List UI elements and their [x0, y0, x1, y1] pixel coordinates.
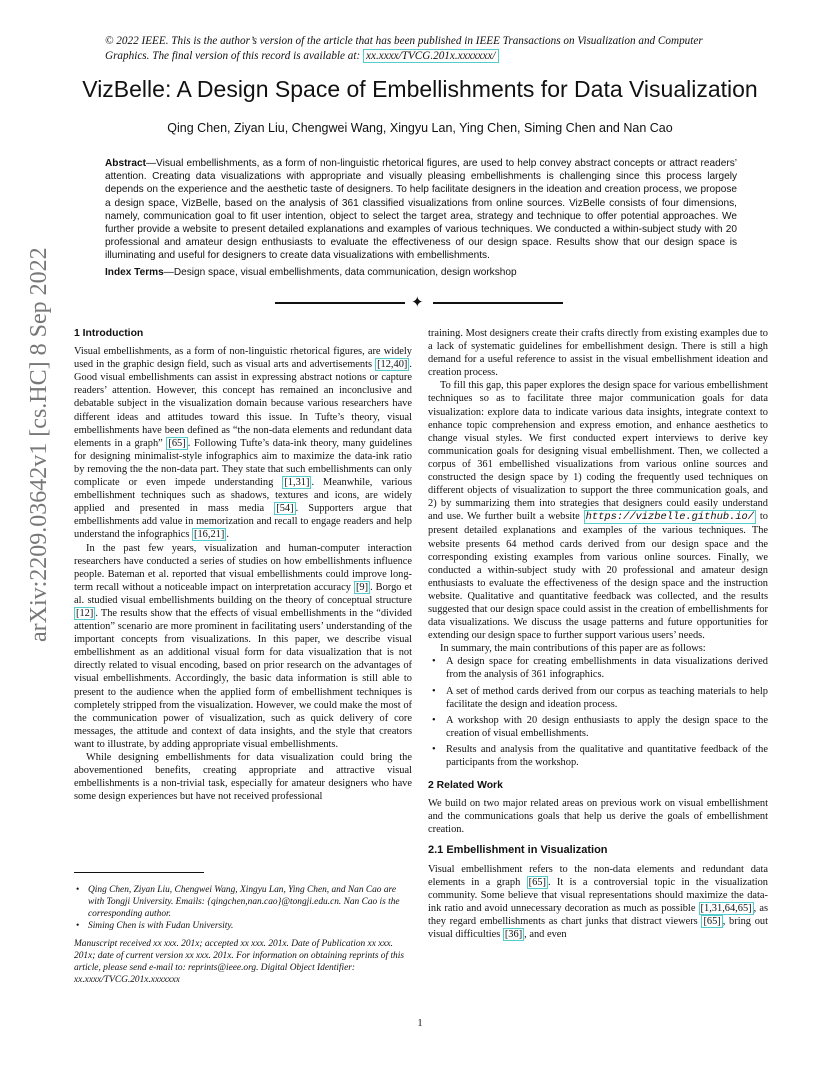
citation-link[interactable]: [12] — [76, 607, 94, 619]
list-item: • A workshop with 20 design enthusiasts to apply the design space to the creation of visual embellishments. — [446, 714, 768, 740]
right-column — [428, 327, 768, 941]
index-terms-label: Index Terms — [105, 267, 164, 278]
citation-link[interactable]: [65] — [528, 876, 546, 888]
paragraph: Visual embellishments, as a form of non-linguistic rhetorical figures, are widely used in the graphic design field, such as visual arts and advertisements [12,40] . Good visual embellishments can assist in expressing abstract notions or capture readers’ attention. However, this concept has remained an inconclusive and debatable subject in the visualization domain because various researchers have different ideas and attitudes toward this issue. In Tufte’s theory, visual embellishments have been defined as “the non-data elements and redundant data elements in a graph” [65] . Following Tufte’s data-ink theory, many guidelines for designing minimalist-style infographics aim to maximize the data-ink ratio by removing the the non-data part. They state that such embellishments can only complicate or even impede understanding [1,31] . Meanwhile, various embellishment techniques such as shadows, textures and icons, are widely applied and presented in mass media [54] . Supporters argue that embellishments add value in memorization and recall to engage readers and help understand the infographics [16,21] . — [74, 346, 412, 541]
citation-link[interactable]: [54] — [276, 503, 294, 515]
list-item: • A design space for creating embellishments in data visualizations derived from the analysis of 361 infographics. — [446, 655, 768, 681]
diamond-ornament-icon: ✦ — [411, 295, 424, 311]
list-item: • A set of method cards derived from our corpus as teaching materials to help facilitate the design and ideation process. — [446, 685, 768, 711]
subsection-heading: 2.1 Embellishment in Visualization — [428, 844, 608, 857]
citation-link[interactable]: [1,31,64,65] — [700, 902, 752, 914]
abstract: Abstract—Visual embellishments, as a form of non-linguistic rhetorical figures, are used to help convey abstract concepts or attract readers’ attention. Creating data visualizations with appropriate and visually pleasing embellishments is challenging since this process largely depends on the experience and the aesthetic taste of designers. To help facilitate designers in the ideation and creation process, we propose a design space, VizBelle, based on the analysis of 361 classified visualizations from online sources. VizBelle consists of four dimensions, namely, communication goal to fit user intention, object to select the target area, strategy and technique to offer potential approaches. We further provide a website to present detailed explanations and examples of various techniques. We conducted a within-subject study with 20 professional and amateur design enthusiasts to evaluate the effectiveness of our design space. Results show that our design space is illuminating and useful for designers to create data visualizations with embellishments. — [105, 158, 737, 262]
paragraph: While designing embellishments for data visualization could bring the abovementioned benefits, creating appropriate and attractive visual embellishments is a non-trivial task, especially for amateur designers who have some design experiences but have not received professional — [74, 752, 412, 803]
paragraph: training. Most designers create their crafts directly from existing examples due to a lack of systematic guidelines for embellishment design. There is still a high demand for a useful reference to assist in the visual embellishment ideation and creation process. — [428, 328, 768, 379]
abstract-label: Abstract — [105, 158, 146, 169]
website-link[interactable]: https://vizbelle.github.io/ — [585, 511, 755, 524]
paragraph: In the past few years, visualization and human-computer interaction researchers have conducted a series of studies on how embellishments influence people. Bateman et al. reported that visual embellishments could improve long-term recall without a noticeable impact on interpretation accuracy [9] . Borgo et al. studied visual embellishments building on the theory of conceptual structure [12] . The results show that the effects of visual embellishments in the “divided attention” scenario are more prominent in facilitating users’ understanding of the important concepts from visualizations. In this paper, we describe visual embellishment as an additional visual form for data visualization that is not directly related to visual encoding, based on prior research on the advantages of visual embellishments. Accordingly, the basic data information is still able to present to the audience when the applied form of embellishment techniques is completely stripped from the visualization. However, we could make the most of the communication power of visualization, such as quick delivery of core messages, the attitude and context of data insights, and the style that creators want to illustrate, by adding appropriate visual embellishments. — [74, 542, 412, 750]
citation-link[interactable]: [1,31] — [284, 477, 310, 489]
citation-link[interactable]: [16,21] — [194, 529, 225, 541]
section-heading-introduction: 1 Introduction — [74, 328, 144, 339]
contributions-list — [428, 655, 768, 769]
section-heading-related-work: 2 Related Work — [428, 780, 503, 792]
author-list: Qing Chen, Ziyan Liu, Chengwei Wang, Xingyu Lan, Ying Chen, Siming Chen and Nan Cao — [167, 121, 673, 135]
list-item: • Results and analysis from the qualitative and quantitative feedback of the participants from the workshop. — [446, 743, 768, 769]
index-terms: Index Terms—Design space, visual embellishments, data communication, design workshop — [105, 267, 517, 278]
paragraph: Visual embellishment refers to the non-data elements and redundant data elements in a graph [65] . It is a controversial topic in the visualization community. Some believe that visual representations should maximize the data-ink ratio and avoid unnecessary decoration as much as possible [1,31,64,65] , as they regard embellishments as chart junks that distract viewers [65] , bring out visual difficulties [36] , and even — [428, 863, 768, 941]
left-column — [74, 327, 412, 803]
footnote-affiliation: • Siming Chen is with Fudan University. — [88, 920, 414, 932]
paragraph: To fill this gap, this paper explores the design space for various embellishment techniques so as to facilitate three major communication goals for data visualization: explore data to indicate various data insights, integrate context to enhance topic comprehension and express emotion, and enhance aesthetics to change visual styles. We first conducted expert interviews to derive key communication goals for designing visual embellishment. Then, we collected a corpus of 361 embellished visualizations from various online sources and constructed the design space by 1) coding the frequently used techniques on different objects of visualization to support the three communication goals, and 2) by summarizing them into strategies that designers could easily understand and use. We further built a website https://vizbelle.github.io/ to present detailed explanations and examples of the various techniques. The website presents 64 method cards derived from our design space and the corresponding existing examples from various online sources. Finally, we conducted a within-subject study with 20 professional and amateur design enthusiasts to evaluate the effectiveness of the design space and the instruction website. Qualitative and quantitative feedback was collected, and the results suggested that our design space could assist in the creation of embellishments for data visualizations. We discuss the usage patterns and future opportunities for extending our design space to further support various users’ needs. — [428, 380, 768, 642]
footnote-affiliation: • Qing Chen, Ziyan Liu, Chengwei Wang, Xingyu Lan, Ying Chen, and Nan Cao are with Tongji University. Emails: {qingchen,nan.cao}@tongji.edu.cn. Nan Cao is the corresponding author. — [88, 884, 414, 920]
citation-link[interactable]: [65] — [168, 437, 186, 449]
citation-link[interactable]: [65] — [703, 915, 721, 927]
paper-title: VizBelle: A Design Space of Embellishments for Data Visualization — [82, 76, 758, 102]
manuscript-note: Manuscript received xx xxx. 201x; accepted xx xxx. 201x. Date of Publication xx xxx. 201x; date of current version xx xxx. 201x. For information on obtaining reprints of this article, please send e-mail to: reprints@ieee.org. Digital Object Identifier: xx.xxxx/TVCG.201x.xxxxxxx — [74, 939, 404, 985]
citation-link[interactable]: [36] — [504, 929, 523, 941]
copyright-notice: © 2022 IEEE. This is the author’s version of the article that has been published in IEEE Transactions on Visualization and Computer Graphics. The final version of this record is available at: xx.xxxx/TVCG.201x.xxxxxxx/ — [105, 35, 703, 62]
citation-link[interactable]: [9] — [355, 581, 369, 593]
section-divider — [275, 296, 565, 310]
footnotes — [74, 884, 414, 986]
doi-link[interactable]: xx.xxxx/TVCG.201x.xxxxxxx/ — [363, 49, 499, 63]
citation-link[interactable]: [12,40] — [377, 359, 408, 371]
arxiv-watermark: arXiv:2209.03642v1 [cs.HC] 8 Sep 2022 — [26, 247, 52, 642]
footnote-separator — [74, 872, 204, 873]
paragraph: We build on two major related areas on previous work on visual embellishment and the communications goals that help us derive the goals of embellishment creation. — [428, 798, 768, 836]
page-number: 1 — [417, 1018, 423, 1029]
paragraph: In summary, the main contributions of this paper are as follows: — [440, 643, 706, 655]
